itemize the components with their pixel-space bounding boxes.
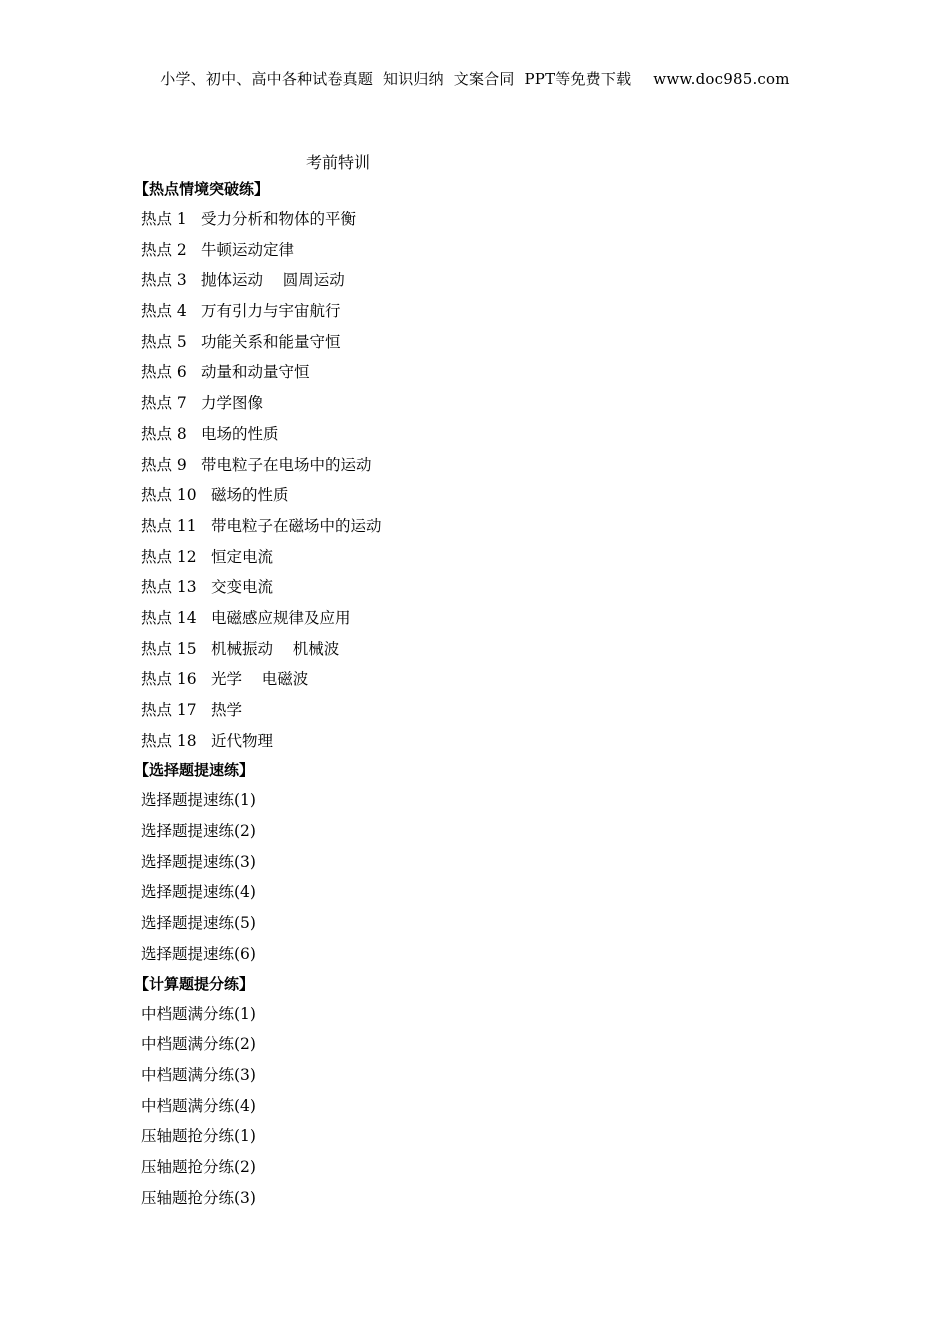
toc-item-number: 热点 16 [141, 670, 197, 689]
toc-item[interactable] [141, 1091, 834, 1122]
toc-item-number: 热点 6 [141, 363, 187, 382]
toc-item[interactable] [141, 939, 834, 970]
toc-item[interactable] [141, 327, 834, 358]
toc-item[interactable] [141, 726, 834, 757]
toc-item-label: 压轴题抢分练(3) [141, 1188, 256, 1207]
toc-item-label: 选择题提速练(5) [141, 914, 256, 933]
toc-item-label: 交变电流 [211, 578, 274, 597]
toc-item[interactable] [141, 450, 834, 481]
toc-item[interactable] [141, 419, 834, 450]
section-heading: 【选择题提速练】 [134, 761, 255, 780]
toc-item-number: 热点 13 [141, 578, 197, 597]
toc-item[interactable] [141, 785, 834, 816]
toc-item-label: 电场的性质 [201, 424, 279, 443]
toc-item-label: 中档题满分练(3) [141, 1065, 256, 1084]
toc-item-label: 力学图像 [201, 394, 264, 413]
toc-item-label: 动量和动量守恒 [201, 363, 310, 382]
toc-item[interactable] [141, 296, 834, 327]
toc-item-number: 热点 4 [141, 302, 187, 321]
toc-item-number: 热点 7 [141, 394, 187, 413]
section-heading: 【热点情境突破练】 [134, 180, 270, 198]
toc-item-label: 选择题提速练(6) [141, 944, 256, 963]
toc-item[interactable] [141, 480, 834, 511]
toc-item[interactable] [141, 908, 834, 939]
toc-item[interactable] [141, 357, 834, 388]
toc-item-label: 压轴题抢分练(2) [141, 1157, 256, 1176]
toc-item[interactable] [141, 1029, 834, 1060]
header-text: 小学、初中、高中各种试卷真题 知识归纳 文案合同 PPT等免费下载 [160, 70, 632, 88]
toc-item-number: 热点 18 [141, 731, 197, 750]
toc-item[interactable] [141, 634, 834, 665]
toc-item-label: 选择题提速练(3) [141, 852, 256, 871]
toc-item-number: 热点 17 [141, 701, 197, 719]
toc-item-label: 电磁感应规律及应用 [211, 608, 351, 627]
toc-item[interactable] [141, 1183, 834, 1214]
toc-item-number: 热点 12 [141, 547, 197, 566]
toc-item-label: 机械振动 机械波 [211, 639, 340, 658]
toc-item-label: 近代物理 [211, 731, 274, 750]
toc-item-number: 热点 11 [141, 516, 197, 535]
toc-item-label: 功能关系和能量守恒 [201, 332, 341, 351]
toc-item-label: 选择题提速练(1) [141, 791, 256, 810]
toc-item-label: 中档题满分练(1) [141, 1004, 256, 1023]
toc-item-label: 中档题满分练(4) [141, 1096, 256, 1115]
toc-item[interactable] [141, 388, 834, 419]
toc-item-label: 带电粒子在电场中的运动 [201, 455, 372, 474]
toc-item[interactable] [141, 1060, 834, 1091]
toc-item-number: 热点 10 [141, 486, 197, 505]
page-header [0, 68, 950, 89]
toc-item[interactable] [141, 1121, 834, 1152]
toc-item[interactable] [141, 235, 834, 266]
toc-item-label: 选择题提速练(2) [141, 822, 256, 841]
toc-item[interactable] [141, 816, 834, 847]
toc-item[interactable] [141, 603, 834, 634]
toc-item[interactable] [141, 695, 834, 726]
table-of-contents [134, 175, 834, 1213]
toc-item-label: 磁场的性质 [211, 486, 289, 505]
toc-item[interactable] [141, 511, 834, 542]
toc-item[interactable] [141, 572, 834, 603]
toc-item[interactable] [141, 999, 834, 1030]
toc-item-label: 中档题满分练(2) [141, 1035, 256, 1054]
toc-item[interactable] [141, 542, 834, 573]
toc-item[interactable] [141, 877, 834, 908]
toc-item-label: 光学 电磁波 [211, 670, 309, 689]
toc-item-number: 热点 5 [141, 332, 187, 351]
toc-item-number: 热点 1 [141, 210, 187, 228]
toc-item-label: 牛顿运动定律 [201, 240, 295, 259]
toc-item-number: 热点 2 [141, 240, 187, 259]
toc-item[interactable] [141, 1152, 834, 1183]
toc-item-label: 热学 [211, 701, 243, 719]
toc-item-number: 热点 14 [141, 608, 197, 627]
toc-item-label: 选择题提速练(4) [141, 883, 256, 902]
toc-item[interactable] [141, 204, 834, 235]
toc-item-label: 压轴题抢分练(1) [141, 1127, 256, 1146]
toc-item-label: 万有引力与宇宙航行 [201, 302, 341, 321]
header-site-link[interactable]: www.doc985.com [653, 70, 790, 88]
section-heading: 【计算题提分练】 [134, 974, 255, 993]
toc-item-number: 热点 15 [141, 639, 197, 658]
toc-item-label: 受力分析和物体的平衡 [201, 210, 357, 228]
toc-item-label: 抛体运动 圆周运动 [201, 271, 345, 290]
toc-item-number: 热点 9 [141, 455, 187, 474]
toc-item[interactable] [141, 265, 834, 296]
toc-item-label: 恒定电流 [211, 547, 274, 566]
toc-item-number: 热点 3 [141, 271, 187, 290]
toc-item[interactable] [141, 664, 834, 695]
document-title: 考前特训 [306, 153, 371, 172]
toc-item-number: 热点 8 [141, 424, 187, 443]
toc-item[interactable] [141, 847, 834, 878]
toc-item-label: 带电粒子在磁场中的运动 [211, 516, 382, 535]
